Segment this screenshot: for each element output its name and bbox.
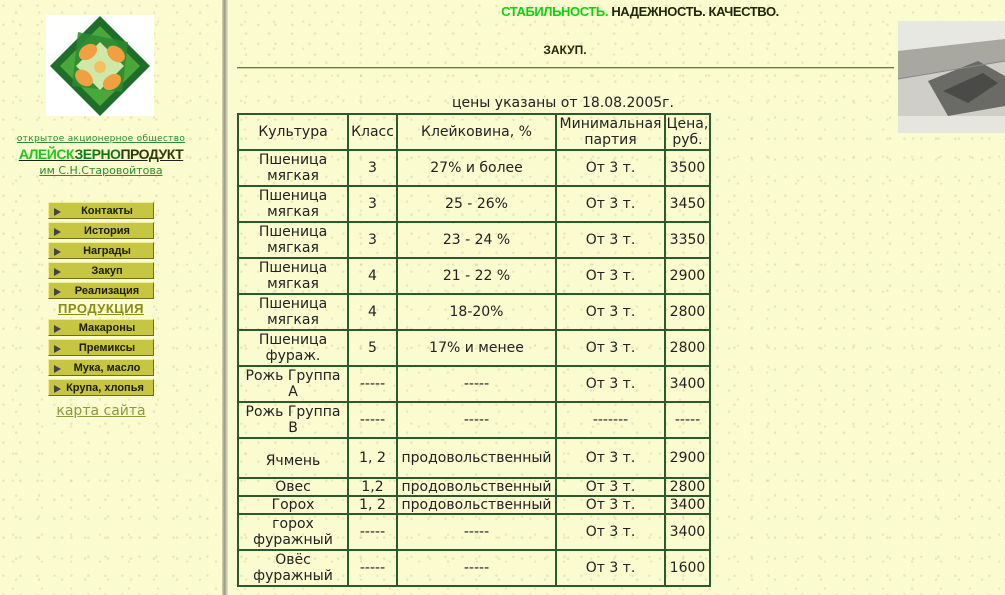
company-logo[interactable]: [38, 12, 164, 122]
table-row: [238, 186, 710, 222]
nav-groats-flakes-button[interactable]: [48, 379, 154, 396]
table-cell: От 3 т.: [556, 496, 665, 514]
arrow-right-icon: [54, 228, 61, 236]
table-cell: 18-20%: [397, 294, 556, 330]
table-cell: От 3 т.: [556, 186, 665, 222]
products-label[interactable]: ПРОДУКЦИЯ: [58, 301, 144, 316]
table-cell: 2900: [665, 438, 710, 478]
table-row: [238, 438, 710, 478]
table-header: Минимальная партия: [556, 114, 665, 150]
table-cell: От 3 т.: [556, 150, 665, 186]
nav-history-button[interactable]: [48, 222, 154, 239]
table-cell: 1,2: [348, 478, 397, 496]
table-row: [238, 496, 710, 514]
table-cell: -------: [556, 402, 665, 438]
table-header: Цена, руб.: [666, 116, 709, 148]
arrow-right-icon: [54, 325, 61, 333]
table-cell: Пшеница фураж.: [238, 330, 348, 366]
slogan-reliability: НАДЕЖНОСТЬ.: [611, 4, 706, 19]
table-row: [238, 514, 710, 550]
table-cell: 3: [348, 186, 397, 222]
table-row: [238, 150, 710, 186]
company-type[interactable]: открытое акционерное общество: [16, 134, 186, 144]
table-cell: 21 - 22 %: [397, 258, 556, 294]
table-header: Клейковина, %: [397, 114, 556, 150]
table-cell: От 3 т.: [556, 330, 665, 366]
table-row: [238, 478, 710, 496]
arrow-right-icon: [54, 208, 61, 216]
nav-premixes-button[interactable]: [48, 339, 154, 356]
company-named-after[interactable]: им С.Н.Старовойтова: [39, 164, 163, 177]
table-cell: -----: [397, 550, 556, 586]
table-cell: продовольственный: [397, 478, 556, 496]
table-cell: продовольственный: [397, 438, 556, 478]
table-cell: -----: [397, 402, 556, 438]
table-cell: От 3 т.: [556, 258, 665, 294]
arrow-right-icon: [54, 288, 61, 296]
arrow-right-icon: [54, 248, 61, 256]
nav-contacts-button[interactable]: [48, 202, 154, 219]
table-header: Класс: [348, 114, 397, 150]
table-cell: 17% и менее: [397, 330, 556, 366]
table-cell: 1, 2: [348, 496, 397, 514]
table-cell: -----: [348, 550, 397, 586]
arrow-right-icon: [54, 345, 61, 353]
slogan-stability: СТАБИЛЬНОСТЬ.: [501, 4, 609, 19]
header-divider: [237, 67, 894, 69]
price-date-note: цены указаны от 18.08.2005г.: [452, 95, 674, 111]
table-cell: -----: [348, 514, 397, 550]
table-cell: 27% и более: [397, 150, 556, 186]
arrow-right-icon: [54, 268, 61, 276]
table-cell: 3350: [665, 222, 710, 258]
company-name-part3[interactable]: ПРОДУКТ: [120, 146, 184, 162]
table-cell: 2800: [665, 330, 710, 366]
table-cell: От 3 т.: [556, 294, 665, 330]
table-cell: -----: [348, 402, 397, 438]
nav-label: Контакты: [81, 205, 133, 217]
nav-pasta-button[interactable]: [48, 319, 154, 336]
table-cell: 3400: [665, 496, 710, 514]
company-name-part1[interactable]: АЛЕЙСК: [18, 146, 75, 162]
table-cell: 2800: [665, 478, 710, 496]
table-cell: 3: [348, 150, 397, 186]
table-cell: 2900: [665, 258, 710, 294]
slogan-quality: КАЧЕСТВО.: [708, 4, 779, 19]
arrow-right-icon: [54, 365, 61, 373]
table-header: Культура: [238, 114, 348, 150]
arrow-right-icon: [54, 385, 61, 393]
nav-label: Реализация: [74, 285, 140, 297]
nav-flour-oil-button[interactable]: [48, 359, 154, 376]
price-table: [237, 113, 711, 587]
page-title: ЗАКУП.: [543, 43, 587, 57]
table-cell: 3500: [665, 150, 710, 186]
table-cell: Пшеница мягкая: [238, 294, 348, 330]
company-name-part2[interactable]: ЗЕРНО: [74, 146, 121, 162]
table-cell: От 3 т.: [556, 514, 665, 550]
table-row: [238, 330, 710, 366]
table-row: [238, 222, 710, 258]
table-cell: Горох: [238, 496, 348, 514]
table-cell: От 3 т.: [556, 366, 665, 402]
table-cell: Пшеница мягкая: [238, 222, 348, 258]
table-cell: 2800: [665, 294, 710, 330]
table-row: [238, 294, 710, 330]
table-header-row: [238, 114, 710, 150]
table-row: [238, 258, 710, 294]
slogan: [360, 4, 920, 19]
table-cell: 1600: [665, 550, 710, 586]
table-cell: Ячмень: [238, 438, 348, 478]
table-cell: 5: [348, 330, 397, 366]
main-nav: [48, 202, 154, 399]
table-cell: Овес: [238, 478, 348, 496]
table-cell: продовольственный: [397, 496, 556, 514]
table-cell: 4: [348, 258, 397, 294]
nav-awards-button[interactable]: [48, 242, 154, 259]
table-cell: -----: [665, 402, 710, 438]
table-cell: От 3 т.: [556, 550, 665, 586]
table-row: [238, 550, 710, 586]
table-row: [238, 402, 710, 438]
table-cell: 3: [348, 222, 397, 258]
sitemap-link[interactable]: карта сайта: [56, 403, 146, 419]
table-cell: горох фуражный: [238, 514, 348, 550]
nav-sales-button[interactable]: [48, 282, 154, 299]
nav-label: Награды: [83, 245, 131, 257]
table-cell: От 3 т.: [556, 478, 665, 496]
table-cell: -----: [348, 366, 397, 402]
company-name-block: [0, 134, 202, 177]
table-cell: 3400: [665, 514, 710, 550]
table-cell: Рожь Группа А: [238, 366, 348, 402]
nav-label: Мука, масло: [73, 362, 141, 374]
table-cell: От 3 т.: [556, 438, 665, 478]
sidebar: [0, 0, 222, 595]
table-cell: Овёс фуражный: [238, 550, 348, 586]
company-name[interactable]: [0, 146, 202, 162]
nav-purchase-button[interactable]: [48, 262, 154, 279]
table-cell: Пшеница мягкая: [238, 258, 348, 294]
table-cell: 25 - 26%: [397, 186, 556, 222]
table-cell: Рожь Группа В: [238, 402, 348, 438]
table-cell: Пшеница мягкая: [238, 150, 348, 186]
table-cell: Пшеница мягкая: [238, 186, 348, 222]
table-row: [238, 366, 710, 402]
table-cell: 23 - 24 %: [397, 222, 556, 258]
nav-label: Закуп: [91, 265, 123, 277]
table-cell: 3400: [665, 366, 710, 402]
factory-photo: [898, 21, 1005, 133]
nav-label: Макароны: [78, 322, 136, 334]
table-cell: От 3 т.: [556, 222, 665, 258]
table-cell: 3450: [665, 186, 710, 222]
table-cell: 4: [348, 294, 397, 330]
nav-label: Крупа, хлопья: [66, 382, 144, 394]
table-cell: -----: [397, 514, 556, 550]
nav-label: История: [84, 225, 130, 237]
nav-label: Премиксы: [78, 342, 136, 354]
table-cell: 1, 2: [348, 438, 397, 478]
table-cell: -----: [397, 366, 556, 402]
sidebar-divider: [222, 0, 228, 595]
